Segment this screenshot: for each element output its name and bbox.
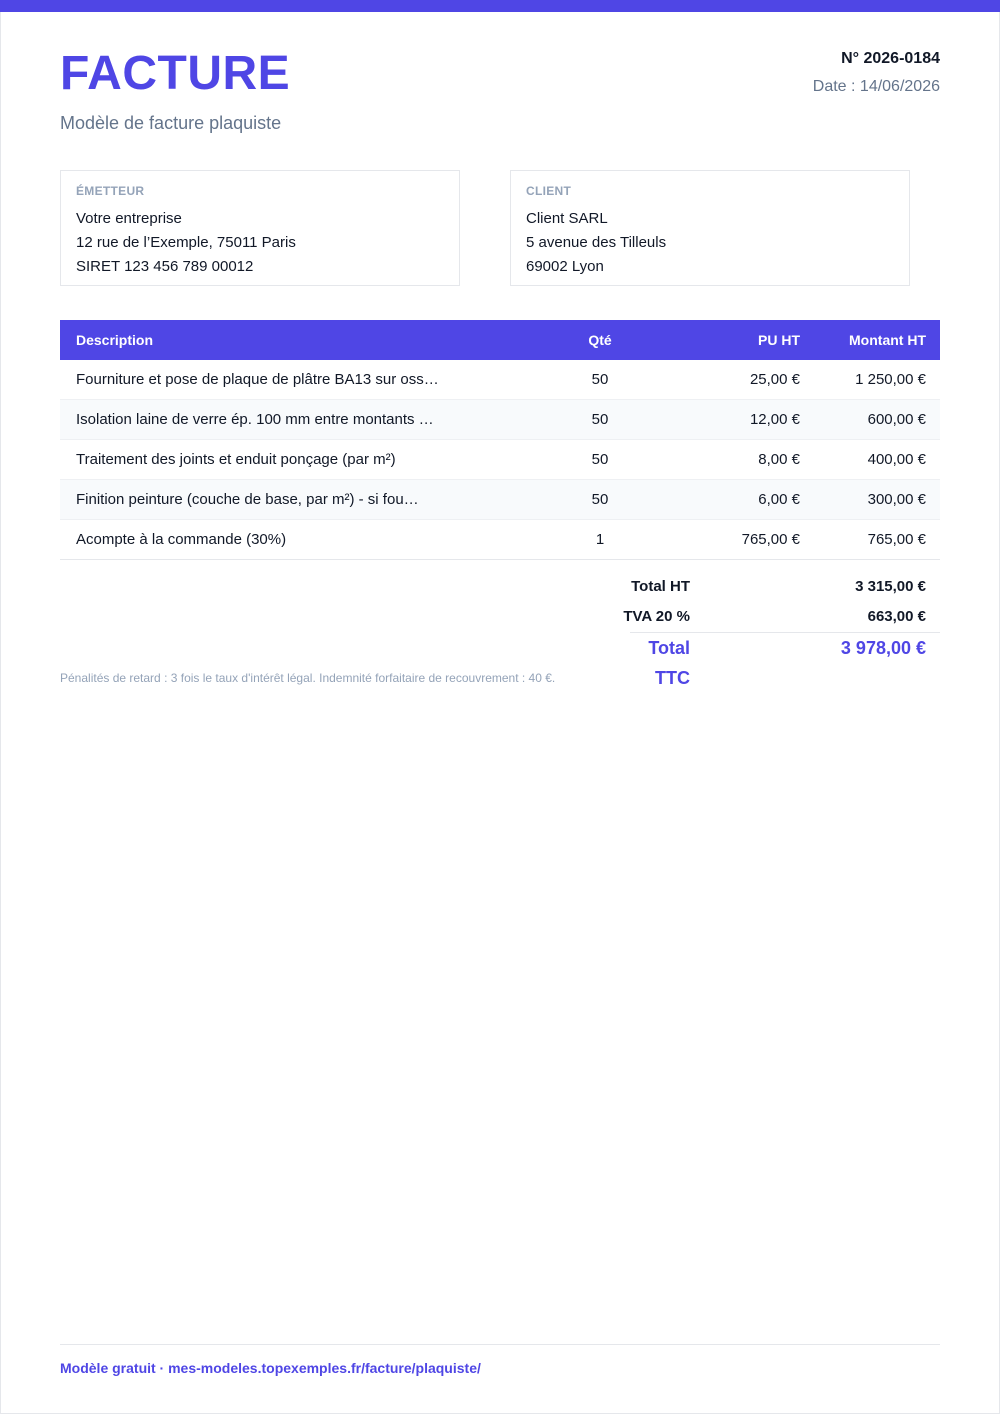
emitter-label: ÉMETTEUR — [76, 184, 145, 198]
client-line: 5 avenue des Tilleuls — [526, 234, 667, 251]
client-box — [510, 170, 910, 286]
row-qty: 50 — [591, 371, 609, 388]
footer-divider — [60, 1344, 940, 1345]
total-ttc-value: 3 978,00 € — [840, 638, 926, 658]
row-description: Fourniture et pose de plaque de plâtre BA13 sur oss… — [76, 371, 439, 388]
row-description: Traitement des joints et enduit ponçage (par m²) — [76, 451, 396, 468]
row-description: Finition peinture (couche de base, par m²) - si fou… — [76, 491, 419, 508]
row-description: Acompte à la commande (30%) — [76, 531, 287, 548]
emitter-line: 12 rue de l’Exemple, 75011 Paris — [76, 234, 296, 251]
invoice-subtitle: Modèle de facture plaquiste — [60, 113, 282, 133]
row-amount: 1 250,00 € — [855, 371, 926, 388]
invoice-title: FACTURE — [60, 47, 291, 100]
row-qty: 50 — [591, 451, 609, 468]
tva-label: TVA 20 % — [623, 608, 690, 625]
footer-link[interactable]: Modèle gratuit · mes-modeles.topexemples.fr/facture/plaquiste/ — [60, 1360, 481, 1376]
emitter-line: SIRET 123 456 789 00012 — [76, 258, 254, 275]
invoice-number: N° 2026-0184 — [841, 50, 940, 67]
header-qty: Qté — [588, 332, 612, 348]
total-ttc-label: Total TTC — [648, 638, 690, 688]
total-ttc-row — [630, 632, 940, 688]
emitter-box — [60, 170, 460, 286]
row-unit-price: 765,00 € — [741, 531, 800, 548]
table-row — [60, 480, 940, 520]
items-table — [60, 320, 940, 560]
client-label: CLIENT — [526, 184, 572, 198]
table-row — [60, 520, 940, 560]
row-unit-price: 25,00 € — [749, 371, 800, 388]
row-amount: 400,00 € — [867, 451, 926, 468]
accent-top-bar — [0, 0, 1000, 12]
row-qty: 1 — [595, 531, 605, 548]
header-amount: Montant HT — [849, 332, 926, 348]
late-payment-note: Pénalités de retard : 3 fois le taux d'intérêt légal. Indemnité forfaitaire de recouvrement : 40 €. — [60, 671, 556, 685]
table-row — [60, 400, 940, 440]
total-ht-row — [560, 572, 940, 602]
row-unit-price: 12,00 € — [749, 411, 800, 428]
row-amount: 300,00 € — [867, 491, 926, 508]
invoice-date: Date : 14/06/2026 — [812, 78, 940, 95]
totals-block — [560, 572, 940, 688]
emitter-line: Votre entreprise — [76, 210, 182, 227]
total-ht-value: 3 315,00 € — [855, 578, 926, 595]
tva-row — [560, 602, 940, 632]
row-unit-price: 8,00 € — [758, 451, 800, 468]
table-row — [60, 440, 940, 480]
client-line: Client SARL — [526, 210, 608, 227]
header-description: Description — [76, 332, 154, 348]
tva-value: 663,00 € — [867, 608, 926, 625]
row-qty: 50 — [591, 411, 609, 428]
client-line: 69002 Lyon — [526, 258, 604, 275]
table-row — [60, 360, 940, 400]
row-qty: 50 — [591, 491, 609, 508]
row-description: Isolation laine de verre ép. 100 mm entre montants … — [76, 411, 434, 428]
row-unit-price: 6,00 € — [758, 491, 800, 508]
row-amount: 600,00 € — [867, 411, 926, 428]
table-header — [60, 320, 940, 360]
header-unit-price: PU HT — [758, 332, 800, 348]
row-amount: 765,00 € — [867, 531, 926, 548]
total-ht-label: Total HT — [631, 578, 690, 595]
